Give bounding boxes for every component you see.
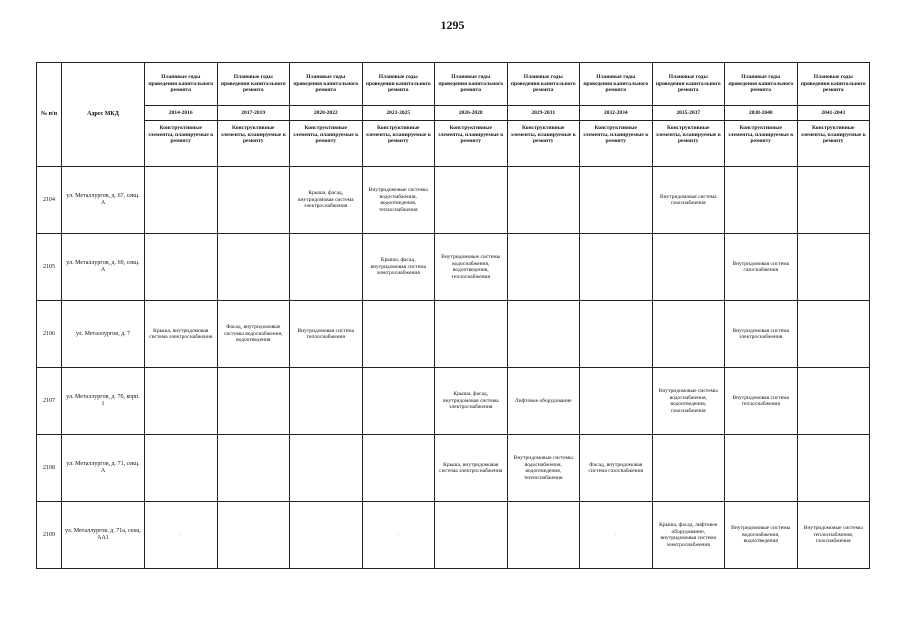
row-address: ул. Металлургов, д. 7 [62,301,145,368]
elements-subheader: Конструктивные элементы, планируемые к ремонту [725,121,798,167]
period-header: Плановые годы проведения капитального ремонта [217,63,290,106]
repair-elements-cell: Внутридомовые системы водоснабжения, водоотведения, теплоснабжения [362,167,435,234]
repair-elements-cell: Внутридомовые системы теплоснабжения, газоснабжения [797,502,870,569]
repair-elements-cell [145,435,218,502]
repair-elements-cell [507,234,580,301]
repair-elements-cell [217,502,290,569]
elements-subheader: Конструктивные элементы, планируемые к ремонту [362,121,435,167]
period-header: Плановые годы проведения капитального ремонта [797,63,870,106]
period-header: Плановые годы проведения капитального ремонта [435,63,508,106]
repair-elements-cell: Внутридомовые системы водоснабжения, водоотведения, газоснабжения [652,368,725,435]
repair-elements-cell: Крыша, фасад, внутридомовая система электроснабжения [290,167,363,234]
repair-elements-cell [652,435,725,502]
repair-elements-cell: Внутридомовая система газоснабжения [652,167,725,234]
period-header: Плановые годы проведения капитального ремонта [145,63,218,106]
repair-elements-cell [652,301,725,368]
year-range-header: 2026-2028 [435,106,508,121]
elements-subheader: Конструктивные элементы, планируемые к ремонту [217,121,290,167]
repair-elements-cell [580,167,653,234]
year-range-header: 2041-2043 [797,106,870,121]
repair-elements-cell [797,435,870,502]
repair-elements-cell [797,234,870,301]
period-header: Плановые годы проведения капитального ремонта [290,63,363,106]
repair-elements-cell [290,368,363,435]
row-number: 2108 [37,435,62,502]
repair-elements-cell: Фасад, внутридомовые системы водоснабжения, водоотведения [217,301,290,368]
repair-elements-cell: Крыша, внутридомовая система электроснабжения [435,435,508,502]
repair-elements-cell [362,301,435,368]
repair-elements-cell [362,368,435,435]
repair-elements-cell [290,435,363,502]
repair-elements-cell: Фасад, внутридомовая система газоснабжения [580,435,653,502]
repair-elements-cell: Внутридомовые системы водоснабжения, водоотведения [725,502,798,569]
period-header: Плановые годы проведения капитального ремонта [507,63,580,106]
year-range-header: 2020-2022 [290,106,363,121]
table-row [37,435,870,502]
repair-elements-cell: Внутридомовая система газоснабжения [725,234,798,301]
repair-elements-cell [290,234,363,301]
elements-subheader: Конструктивные элементы, планируемые к ремонту [797,121,870,167]
repair-elements-cell [797,301,870,368]
repair-elements-cell [217,435,290,502]
year-range-header: 2017-2019 [217,106,290,121]
period-header: Плановые годы проведения капитального ремонта [652,63,725,106]
repair-elements-cell [217,167,290,234]
repair-elements-cell [435,167,508,234]
repair-elements-cell: · [362,502,435,569]
year-range-header: 2014-2016 [145,106,218,121]
row-number: 2104 [37,167,62,234]
repair-elements-cell: Крыша, фасад, лифтовое оборудование, внутридомовая система электроснабжения [652,502,725,569]
address-column-header: Адрес МКД [62,63,145,167]
repair-elements-cell [725,167,798,234]
period-header: Плановые годы проведения капитального ремонта [362,63,435,106]
repair-elements-cell [507,502,580,569]
repair-elements-cell [580,301,653,368]
row-address: ул. Металлургов, д. 71, секц. А [62,435,145,502]
elements-subheader: Конструктивные элементы, планируемые к ремонту [435,121,508,167]
repair-elements-cell [217,368,290,435]
repair-elements-cell [580,368,653,435]
repair-elements-cell: Внутридомовые системы водоснабжения, водоотведения, теплоснабжения [435,234,508,301]
repair-elements-cell [797,368,870,435]
year-range-header: 2038-2040 [725,106,798,121]
row-number: 2109 [37,502,62,569]
period-header: Плановые годы проведения капитального ремонта [725,63,798,106]
repair-elements-cell: · [580,502,653,569]
repair-elements-cell: Внутридомовые системы водоснабжения, водоотведения, теплоснабжения [507,435,580,502]
period-header: Плановые годы проведения капитального ремонта [580,63,653,106]
repair-elements-cell [580,234,653,301]
repair-elements-cell [145,167,218,234]
year-range-header: 2029-2031 [507,106,580,121]
repair-elements-cell [217,234,290,301]
table-body [37,167,870,569]
row-address: ул. Металлургов, д. 69, секц. А [62,234,145,301]
elements-subheader: Конструктивные элементы, планируемые к ремонту [290,121,363,167]
repair-elements-cell: · [145,502,218,569]
elements-subheader: Конструктивные элементы, планируемые к ремонту [507,121,580,167]
year-range-header: 2035-2037 [652,106,725,121]
table-row [37,368,870,435]
repair-elements-cell [435,502,508,569]
repair-elements-cell: Лифтовое оборудование [507,368,580,435]
repair-elements-cell: Внутридомовая система теплоснабжения [290,301,363,368]
year-range-header: 2023-2025 [362,106,435,121]
repair-elements-cell [362,435,435,502]
repair-elements-cell [652,234,725,301]
page-number: 1295 [440,18,465,32]
row-number: 2105 [37,234,62,301]
repair-elements-cell [725,435,798,502]
row-address: ул. Металлургов, д. 67, секц. А [62,167,145,234]
table-row [37,301,870,368]
repair-elements-cell: Крыша, фасад, внутридомовая система электроснабжения [435,368,508,435]
repair-elements-cell [435,301,508,368]
repair-elements-cell: Внутридомовая система теплоснабжения [725,368,798,435]
repair-elements-cell [145,368,218,435]
repair-elements-cell [507,167,580,234]
repair-elements-cell [290,502,363,569]
table-row [37,234,870,301]
repair-schedule-table [36,62,870,569]
elements-subheader: Конструктивные элементы, планируемые к ремонту [145,121,218,167]
repair-elements-cell: Внутридомовая система электроснабжения [725,301,798,368]
elements-subheader: Конструктивные элементы, планируемые к ремонту [652,121,725,167]
table-row [37,502,870,569]
row-number: 2107 [37,368,62,435]
repair-elements-cell: Крыша, внутридомовая система электроснабжения [145,301,218,368]
repair-elements-cell: Крыша, фасад, внутридомовая система электроснабжения [362,234,435,301]
row-number: 2106 [37,301,62,368]
repair-elements-cell [797,167,870,234]
num-column-header: № п/п [37,63,62,167]
table-row [37,167,870,234]
row-address: ул. Металлургов, д. 70, корп. 1 [62,368,145,435]
repair-elements-cell [507,301,580,368]
row-address: ул. Металлургов, д. 71а, секц. АА1 [62,502,145,569]
year-range-header: 2032-2034 [580,106,653,121]
elements-subheader: Конструктивные элементы, планируемые к ремонту [580,121,653,167]
repair-elements-cell [145,234,218,301]
